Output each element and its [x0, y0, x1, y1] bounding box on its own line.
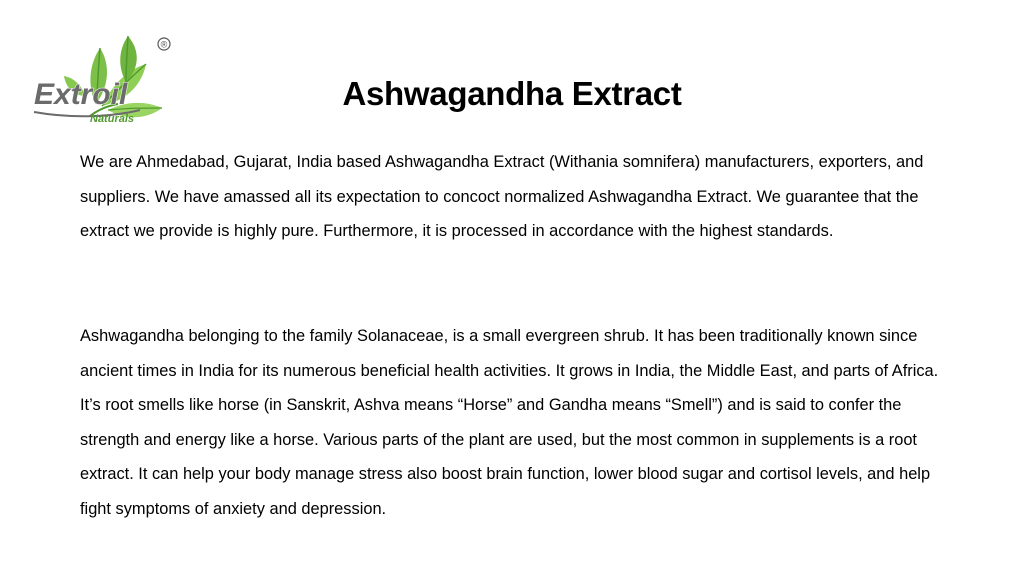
registered-mark: ®: [160, 39, 168, 50]
brand-name: Extroil: [34, 78, 128, 111]
page-title: [0, 72, 1024, 116]
page-title-text: Ashwagandha Extract: [342, 75, 682, 112]
description-paragraph: Ashwagandha belonging to the family Solanaceae, is a small evergreen shrub. It has been traditionally known since ancient times in India for its numerous beneficial health activities. It grows in India, the Middle East, and parts of Africa. It’s root smells like horse (in Sanskrit, Ashva means “Horse” and Gandha means “Smell”) and is said to confer the strength and energy like a horse. Various parts of the plant are used, but the most common in supplements is a root extract. It can help your body manage stress also boost brain function, lower blood sugar and cortisol levels, and help fight symptoms of anxiety and depression.: [80, 327, 939, 518]
intro-paragraph: We are Ahmedabad, Gujarat, India based Ashwagandha Extract (Withania somnifera) manufacturers, exporters, and suppliers. We have amassed all its expectation to concoct normalized Ashwagandha Extract. We guarantee that the extract we provide is highly pure. Furthermore, it is processed in accordance with the highest standards.: [80, 153, 924, 241]
brand-subtitle: Naturals: [90, 113, 135, 125]
